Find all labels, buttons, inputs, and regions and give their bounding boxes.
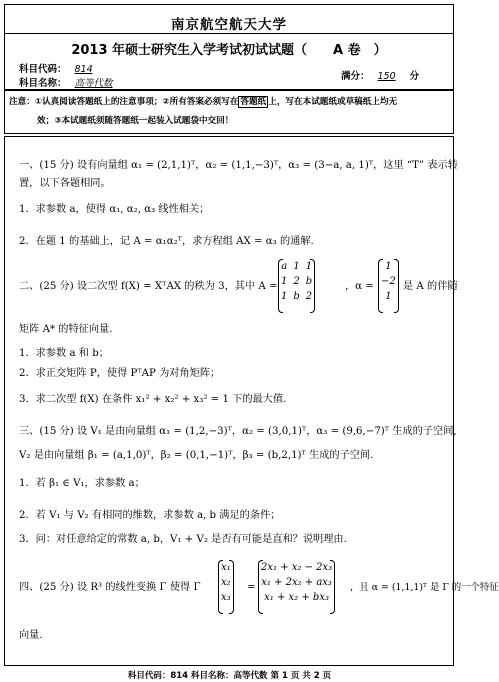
vector-cell: x₁ + x₂ + bx₃: [264, 592, 329, 603]
score-unit: 分: [409, 71, 420, 82]
q2-intro-c: 是 A 的伴随: [403, 281, 458, 292]
exam-title: 2013 年硕士研究生入学考试初试试题（ A 卷 ）: [71, 43, 387, 58]
notice-text-a: ①认真阅读答题纸上的注意事项；②所有答案必须写在: [34, 97, 239, 107]
exam-header: [4, 4, 454, 90]
vector-cell: x₂: [221, 577, 231, 588]
vector-cell: x₁ + 2x₂ + ax₃: [261, 577, 332, 588]
matrix-cell: 1: [293, 261, 300, 272]
vector-cell: −2: [381, 276, 396, 287]
q1-part1: 1．求参数 a，使得 α₁, α₂, α₃ 线性相关；: [19, 204, 210, 215]
full-score-label: 满分：: [341, 71, 370, 82]
equals-sign: =: [247, 582, 256, 593]
matrix-A-left-bracket: [278, 259, 283, 313]
q2-part3: 3．求二次型 f(X) 在条件 x₁² + x₂² + x₃² = 1 下的最大值.: [19, 394, 287, 405]
matrix-cell: b: [293, 291, 300, 302]
q3-intro: 三、(15 分) 设 V₁ 是由向量组 α₁ = (1,2,−3)ᵀ，α₂ = (3,0,1)ᵀ，α₃ = (9,6,−7)ᵀ 生成的子空间,: [19, 426, 457, 437]
notice-line-1: [9, 93, 449, 112]
q1-intro-cont: 置，以下各题相同。: [19, 178, 111, 189]
vector-gamma: [258, 560, 335, 605]
q2-part1: 1．求参数 a 和 b；: [19, 348, 109, 359]
q4-intro-a: 四、(25 分) 设 R³ 的线性变换 Γ 使得 Γ: [19, 582, 201, 593]
vector-cell: 1: [385, 291, 392, 302]
q4-intro-b: ，且 α = (1,1,1)ᵀ 是 Γ 的一个特征: [350, 582, 499, 593]
subject-name-label: 科目名称：: [19, 78, 67, 89]
full-score-row: [341, 68, 419, 82]
notice-line-2: 效；③本试题纸须随答题纸一起装入试题袋中交回！: [37, 116, 234, 126]
subject-name-row: [19, 75, 113, 89]
vector-cell: 2x₁ + x₂ − 2x₃: [261, 562, 333, 573]
page-footer: 科目代码：814 科目名称：高等代数 第 1 页 共 2 页: [127, 671, 332, 681]
matrix-cell: b: [305, 276, 313, 287]
q3-part1: 1．若 β₁ ∈ V₁，求参数 a；: [19, 478, 145, 489]
q3-part3: 3．问：对任意给定的常数 a, b，V₁ + V₂ 是否有可能是直和？说明理由.: [19, 534, 347, 545]
header-divider: [5, 33, 453, 34]
matrix-A: [278, 259, 315, 304]
notice-box: [4, 90, 454, 134]
vector-gamma-left-bracket: [258, 560, 263, 614]
q1-intro: 一、(15 分) 设有向量组 α₁ = (2,1,1)ᵀ，α₂ = (1,1,−3)ᵀ，α₃ = (3−a, a, 1)ᵀ，这里 “T” 表示转: [19, 160, 458, 171]
questions-area: [4, 136, 499, 666]
vector-x: [218, 560, 234, 605]
q3-part2: 2．若 V₁ 与 V₂ 有相同的维数，求参数 a, b 满足的条件；: [19, 510, 281, 521]
subject-code-row: [19, 61, 93, 75]
vector-cell: x₁: [221, 562, 231, 573]
vector-x-right-bracket: [229, 560, 234, 614]
matrix-cell: 1: [281, 291, 288, 302]
matrix-A-right-bracket: [310, 259, 315, 313]
vector-x-left-bracket: [218, 560, 223, 614]
notice-label: 注意：: [9, 97, 35, 107]
q4-intro-cont: 向量.: [19, 630, 43, 641]
notice-text-b: 上，写在本试题纸或草稿纸上均无: [268, 97, 398, 107]
q2-intro-a: 二、(25 分) 设二次型 f(X) = XᵀAX 的秩为 3，其中 A =: [19, 281, 278, 292]
vector-alpha-left-bracket: [378, 259, 383, 313]
q2-intro-b: ，α =: [345, 281, 374, 292]
notice-boxed-word: 答题纸: [240, 97, 267, 107]
vector-alpha-right-bracket: [394, 259, 399, 313]
q2-intro-cont: 矩阵 A* 的特征向量.: [19, 324, 113, 335]
vector-cell: 1: [385, 261, 392, 272]
vector-cell: x₃: [221, 592, 231, 603]
matrix-cell: 2: [293, 276, 300, 287]
subject-name-value: 高等代数: [74, 78, 113, 89]
q1-part2: 2．在题 1 的基础上，记 A = α₁α₂ᵀ，求方程组 AX = α₃ 的通解.: [19, 236, 314, 247]
vector-gamma-right-bracket: [330, 560, 335, 614]
university-name: 南京航空航天大学: [171, 17, 287, 33]
vector-alpha: [378, 259, 399, 304]
q3-intro-cont: V₂ 是由向量组 β₁ = (a,1,0)ᵀ，β₂ = (0,1,−1)ᵀ，β₃ = (b,2,1)ᵀ 生成的子空间.: [19, 450, 374, 461]
subject-code-label: 科目代码：: [19, 64, 67, 75]
matrix-cell: 1: [281, 276, 288, 287]
matrix-cell: 1: [305, 261, 313, 272]
vector-gamma-table: [258, 560, 335, 605]
subject-code-value: 814: [74, 64, 93, 75]
matrix-cell: 2: [305, 291, 313, 302]
matrix-cell: a: [281, 261, 288, 272]
full-score-value: 150: [377, 71, 396, 82]
q2-part2: 2．求正交矩阵 P，使得 PᵀAP 为对角矩阵；: [19, 368, 221, 379]
